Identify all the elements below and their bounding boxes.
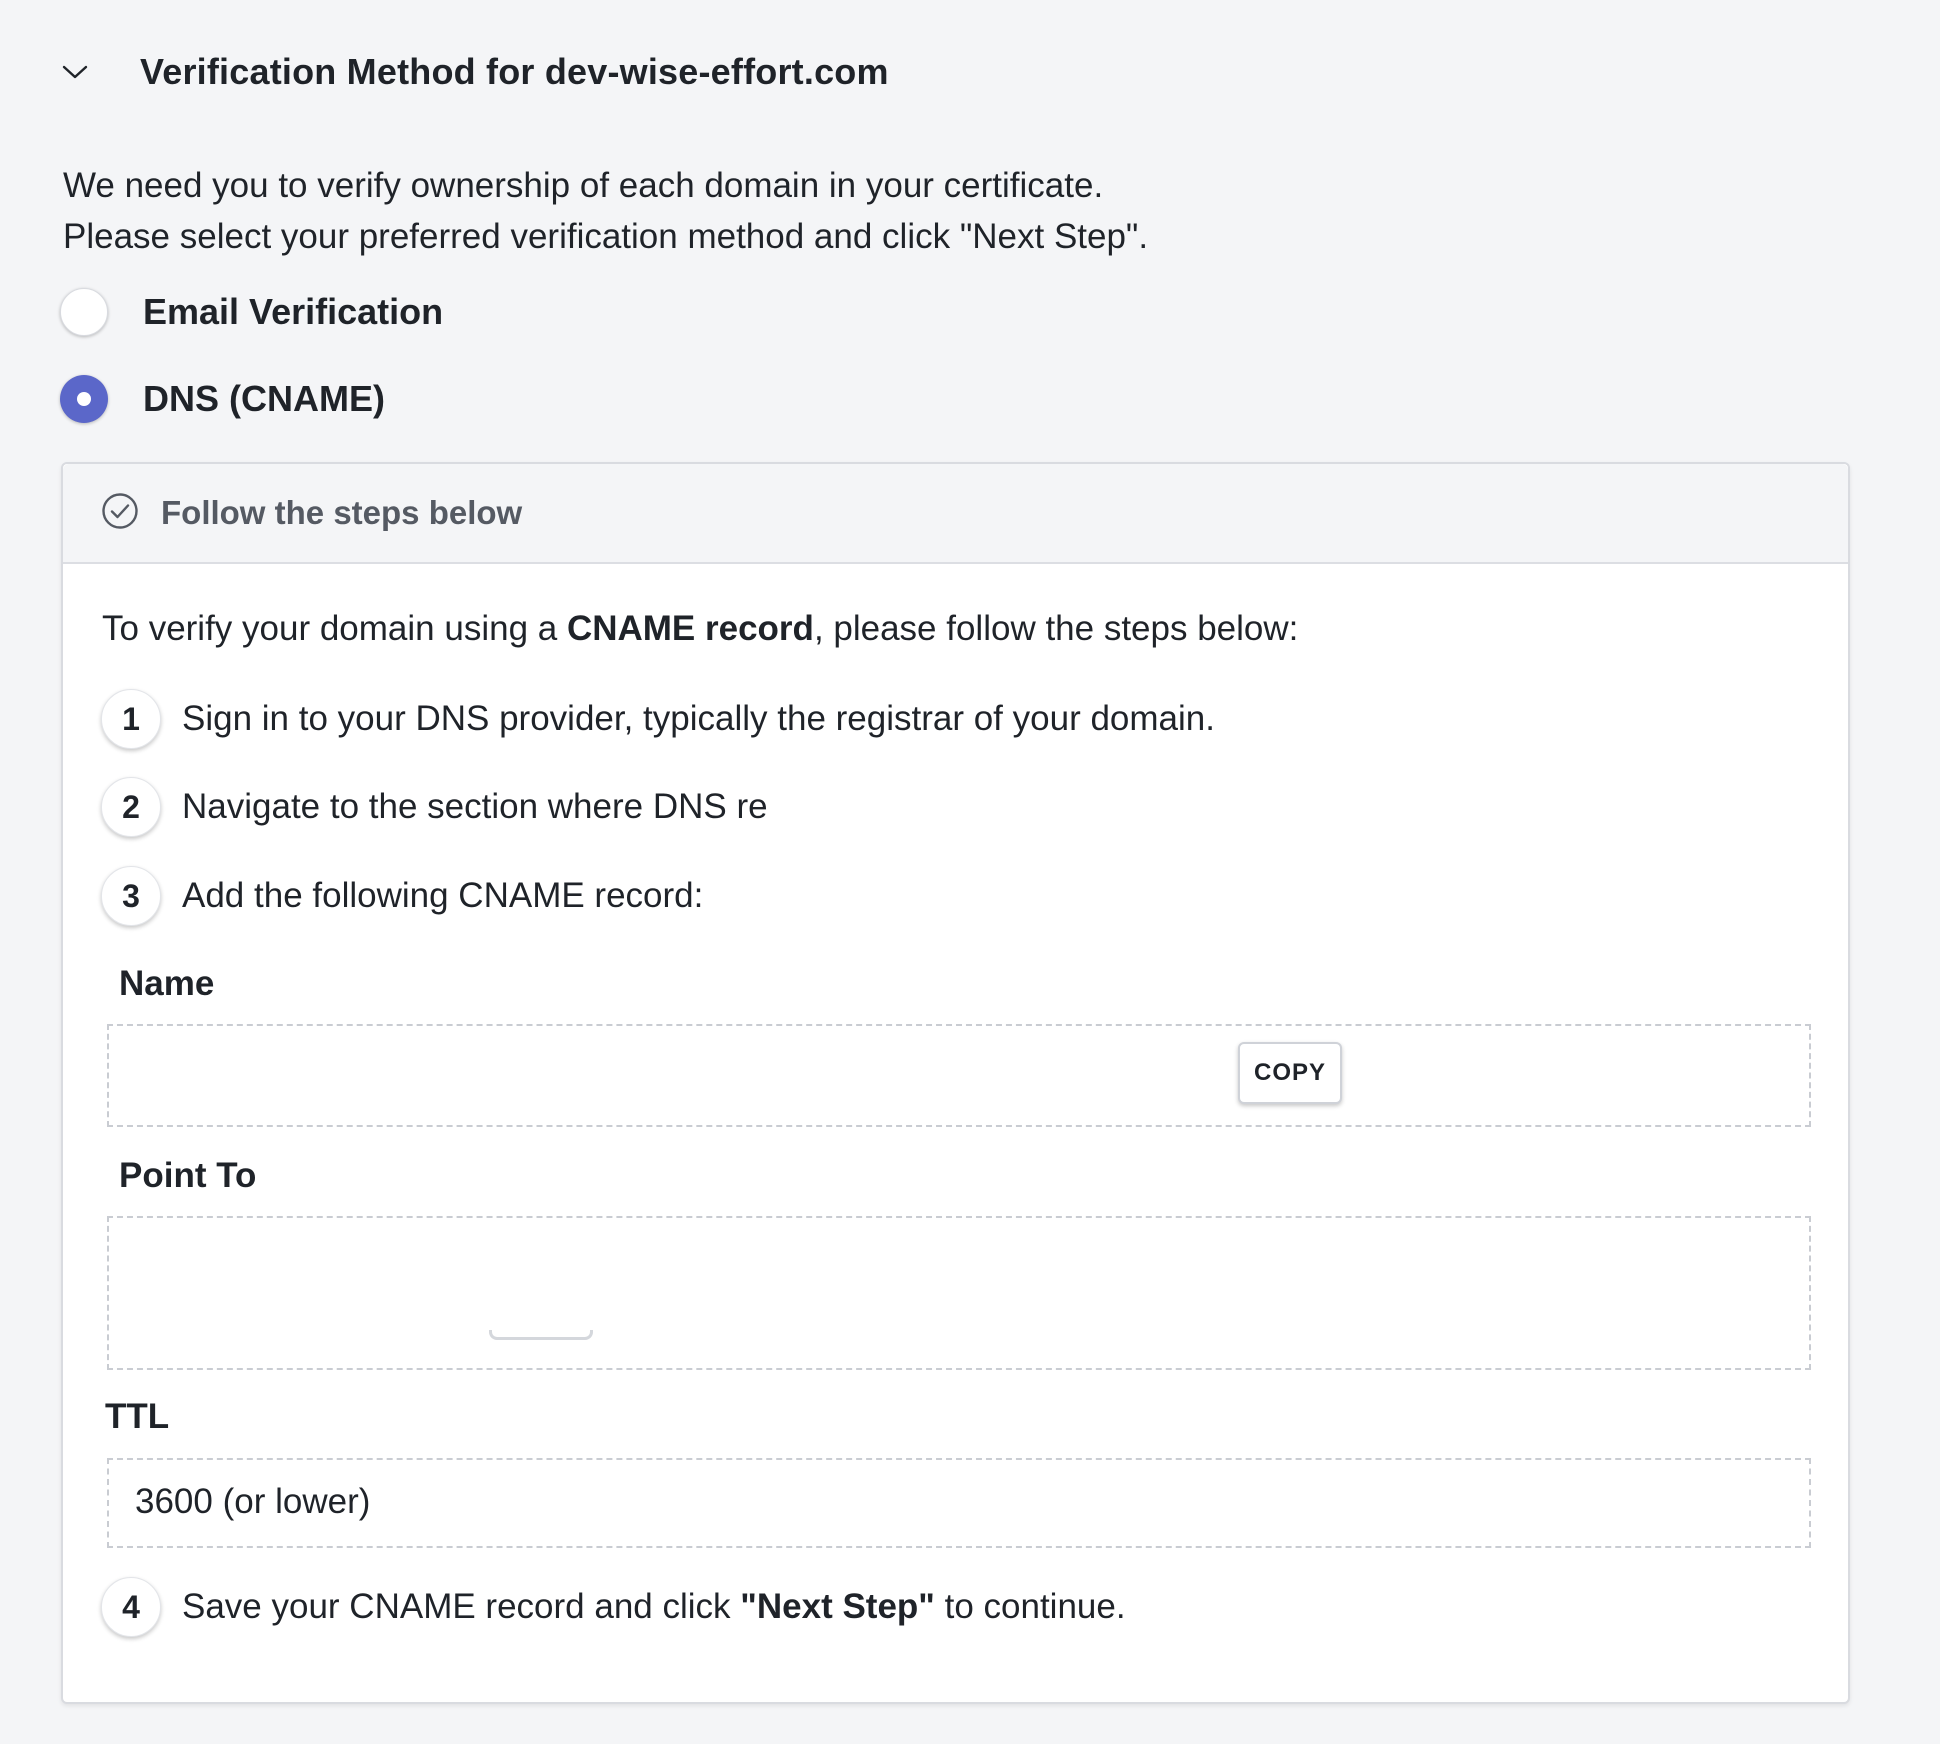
step-text: Navigate to the section where DNS re — [182, 787, 768, 826]
intro-line-2: Please select your preferred verification method and click "Next Step". — [63, 217, 1149, 256]
radio-email-verification[interactable] — [60, 288, 443, 336]
ttl-field-value: 3600 (or lower) — [135, 1482, 371, 1521]
instructions-panel — [61, 462, 1850, 1704]
radio-dns-cname[interactable] — [60, 375, 385, 423]
panel-header — [63, 464, 1848, 564]
name-field-box[interactable] — [107, 1024, 1811, 1127]
radio-label-email: Email Verification — [143, 291, 444, 332]
section-title: Verification Method for dev-wise-effort.com — [140, 51, 889, 92]
step-number: 2 — [101, 777, 161, 837]
step-text: Add the following CNAME record: — [182, 876, 704, 915]
steps-intro-bold: CNAME record — [566, 609, 814, 648]
step-4-prefix: Save your CNAME record and click — [182, 1587, 741, 1626]
check-circle-icon — [101, 492, 139, 535]
panel-header-text: Follow the steps below — [161, 494, 523, 531]
ttl-field-label: TTL — [105, 1397, 170, 1436]
step-4-bold: "Next Step" — [740, 1587, 935, 1626]
step-1 — [101, 689, 1215, 749]
step-number: 4 — [101, 1577, 161, 1637]
step-3 — [101, 866, 703, 926]
radio-button-unchecked[interactable] — [60, 288, 108, 336]
steps-intro — [102, 609, 1298, 649]
point-to-field-box[interactable] — [107, 1216, 1811, 1370]
step-4 — [101, 1577, 1126, 1637]
intro-text — [63, 160, 1148, 262]
steps-intro-prefix: To verify your domain using a — [102, 609, 567, 648]
point-to-field-label: Point To — [119, 1156, 257, 1195]
step-number: 3 — [101, 866, 161, 926]
intro-line-1: We need you to verify ownership of each domain in your certificate. — [63, 166, 1104, 205]
radio-label-dns: DNS (CNAME) — [143, 378, 385, 419]
ttl-field-box[interactable] — [107, 1458, 1811, 1548]
copy-button[interactable]: COPY — [1238, 1042, 1342, 1104]
step-text — [182, 1587, 1126, 1627]
steps-intro-suffix: , please follow the steps below: — [813, 609, 1299, 648]
step-2 — [101, 777, 768, 837]
section-header — [60, 40, 889, 104]
point-to-copy-button[interactable] — [489, 1330, 593, 1340]
step-number: 1 — [101, 689, 161, 749]
radio-button-checked[interactable] — [60, 375, 108, 423]
step-4-suffix: to continue. — [934, 1587, 1126, 1626]
step-text: Sign in to your DNS provider, typically the registrar of your domain. — [182, 699, 1215, 738]
name-field-label: Name — [119, 964, 215, 1003]
chevron-down-icon[interactable] — [60, 57, 90, 87]
